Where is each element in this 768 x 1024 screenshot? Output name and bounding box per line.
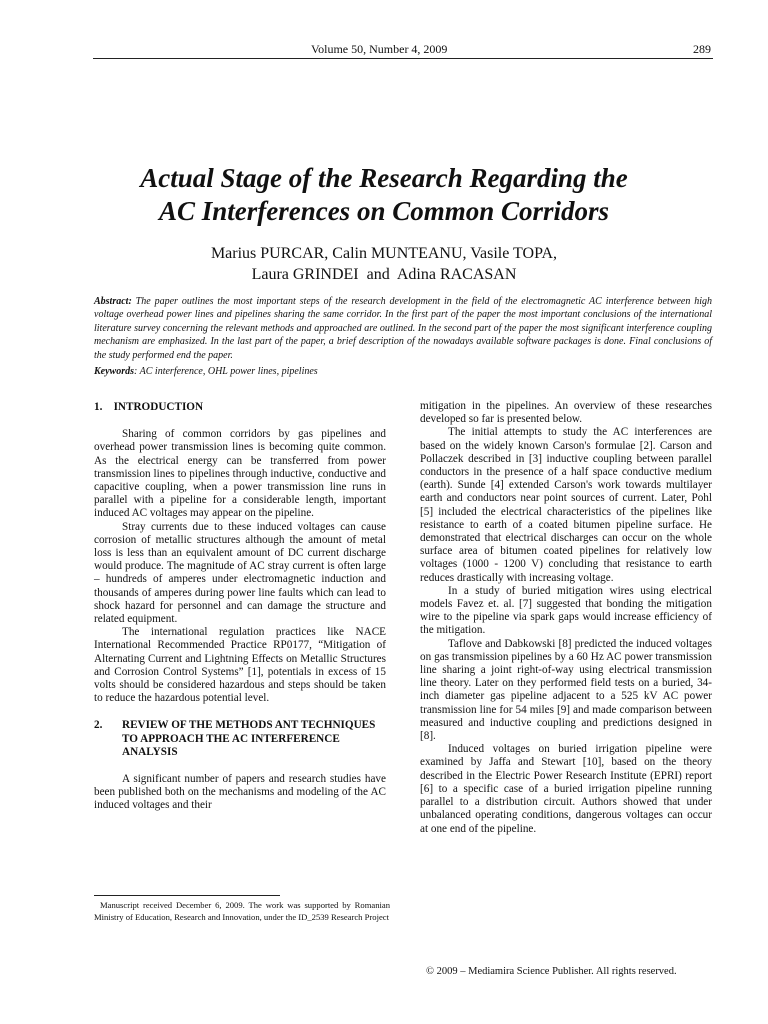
- right-column: [420, 400, 712, 836]
- right-paragraph: mitigation in the pipelines. An overview of these researches developed so far is presented below.: [420, 400, 712, 426]
- title-line-1: Actual Stage of the Research Regarding the: [140, 163, 628, 193]
- author-list: [60, 243, 708, 285]
- abstract-label: Abstract:: [94, 296, 132, 307]
- section-2-title: REVIEW OF THE METHODS ANT TECHNIQUES TO APPROACH THE AC INTERFERENCE ANALYSIS: [122, 719, 376, 758]
- footnote-text: Manuscript received December 6, 2009. The work was supported by Romanian Ministry of Education, Research and Innovation, under the ID_2539 Research Project: [94, 900, 390, 922]
- section-1-title: INTRODUCTION: [113, 401, 204, 413]
- section-2-number: 2.: [94, 719, 103, 732]
- section-2-paragraph: A significant number of papers and research studies have been published both on the mechanisms and modeling of the AC induced voltages and their: [94, 773, 386, 812]
- footnote: [94, 900, 390, 923]
- section-1-heading: [94, 401, 386, 414]
- section-1-paragraph: Stray currents due to these induced voltages can cause corrosion of metallic structures although the amount of metal loss is less than an equivalent amount of DC current discharge would produce. The magnitude of AC stray current is often large – hundreds of amperes under electromagnetic induction and thousands of amperes during power line faults which can lead to shock hazard for personnel and can damage the structure and related equipment.: [94, 520, 386, 626]
- title-line-2: AC Interferences on Common Corridors: [158, 196, 610, 226]
- paper-title: [60, 162, 708, 228]
- header-rule: [93, 58, 713, 59]
- journal-volume: Volume 50, Number 4, 2009: [311, 42, 448, 56]
- page-number: 289: [693, 42, 711, 56]
- authors-line-1: Marius PURCAR, Calin MUNTEANU, Vasile TOPA,: [210, 245, 558, 262]
- abstract-text: The paper outlines the most important steps of the research development in the field of the electromagnetic AC interference between high voltage overhead power lines and pipelines sharing the same corridor. In the first part of the paper the most important conclusions of the international literature survey concerning the relevant methods and approached are outlined. In the second part of the paper the most significant interference coupling mechanism are emphasized. In the last part of the paper, a brief description of the nowadays available software packages is done. Final conclusions of the study performed end the paper.: [94, 296, 712, 361]
- section-1-paragraph: Sharing of common corridors by gas pipelines and overhead power transmission lines is becoming quite common. As the electrical energy can be transferred from power transmission lines to pipelines through inductive, conductive and capacitive coupling, when a power transmission line runs in parallel with a pipeline for a considerable length, important induced AC voltages may appear on the pipeline.: [94, 428, 386, 520]
- right-paragraph: The initial attempts to study the AC interferences are based on the widely known Carson's formulae [2]. Carson and Pollaczek described in [3] inductive coupling between parallel conductors in the presence of a half space conductive medium (earth). Sunde [4] extended Carson's work towards multilayer earth and conductors near point sources of current. Later, Pohl [5] included the electrical characteristics of the pipelines like resistance to earth of a coated bitumen pipeline surface. He demonstrated that electrical discharges can occur on the whole surface area of bitumen coated pipelines for relatively low voltages (1000 - 1200 V) concluding that resistance to earth reduces drastically with increasing voltage.: [420, 426, 712, 584]
- abstract: [94, 295, 712, 362]
- keywords-label: Keywords: [94, 366, 134, 377]
- running-header: [93, 42, 713, 58]
- keywords-text: : AC interference, OHL power lines, pipelines: [134, 366, 318, 377]
- right-paragraph: Induced voltages on buried irrigation pipeline were examined by Jaffa and Stewart [10], based on the theory described in the Electric Power Research Institute (EPRI) report [6] to a specific case of a buried irrigation pipeline running parallel to a distribution circuit. Authors showed that under unbalanced operating conditions, dangerous voltages can occur at one end of the pipeline.: [420, 743, 712, 835]
- keywords: [94, 366, 712, 377]
- authors-line-2: Laura GRINDEI and Adina RACASAN: [251, 266, 517, 283]
- copyright-notice: © 2009 – Mediamira Science Publisher. All rights reserved.: [426, 966, 677, 977]
- section-2-heading: [94, 719, 386, 759]
- section-1-paragraph: The international regulation practices like NACE International Recommended Practice RP0177, “Mitigation of Alternating Current and Lightning Effects on Metallic Structures and Corrosion Control Systems” [1], potentials in excess of 15 volts should be considered hazardous and steps should be taken to reduce the hazardous potential level.: [94, 626, 386, 705]
- left-column: [94, 400, 386, 813]
- footnote-rule: [94, 895, 280, 896]
- section-1-number: 1.: [94, 401, 103, 413]
- right-paragraph: In a study of buried mitigation wires using electrical models Favez et. al. [7] suggested that bonding the mitigation wire to the pipeline via spark gaps would increase efficiency of the mitigation.: [420, 584, 712, 637]
- right-paragraph: Taflove and Dabkowski [8] predicted the induced voltages on gas transmission pipelines by a 60 Hz AC power transmission line sharing a joint right-of-way using electrical transmission line theory. Later on they performed field tests on a buried, 34-inch diameter gas pipeline adjacent to a 525 kV AC power transmission line for 54 miles [9] and made comparison between measured and inductive coupling and predictions designed in [8].: [420, 637, 712, 743]
